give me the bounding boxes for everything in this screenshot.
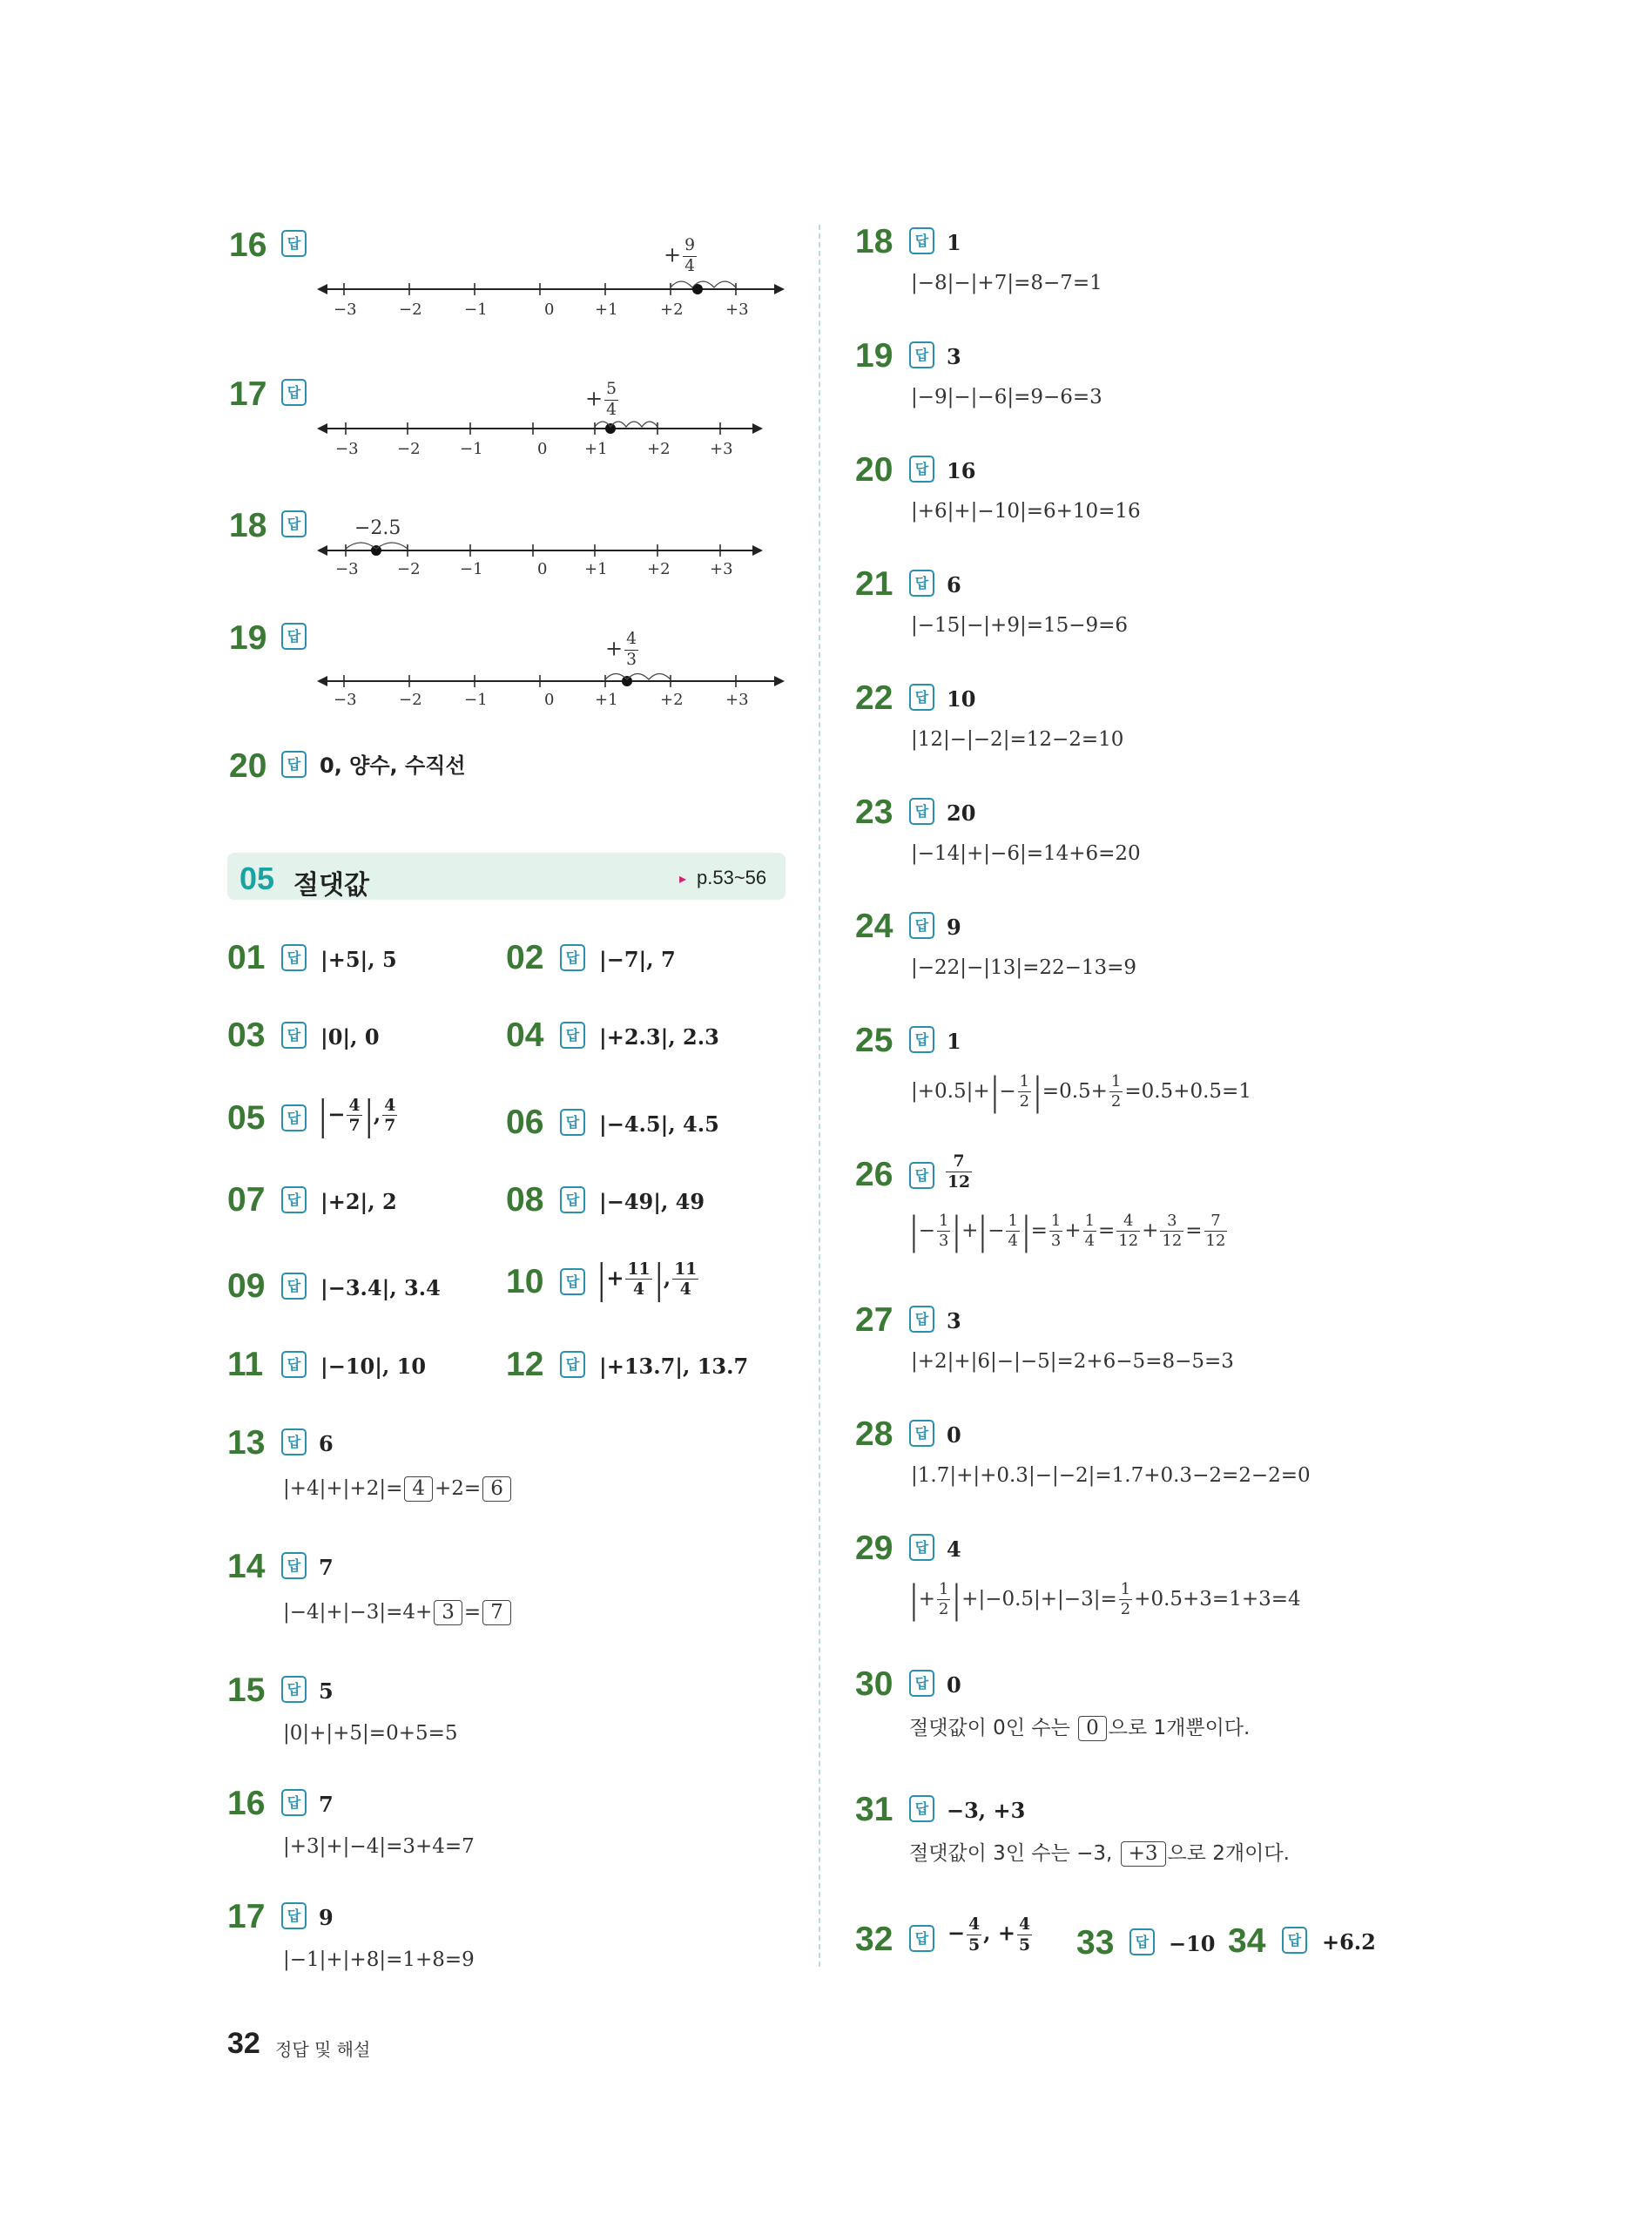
q12-number: 12 bbox=[506, 1346, 544, 1383]
q24-number: 24 bbox=[855, 908, 893, 945]
q27-answer: 3 bbox=[947, 1308, 961, 1334]
q09-answer: |−3.4|, 3.4 bbox=[320, 1275, 441, 1300]
tick-label: −2 bbox=[397, 440, 421, 458]
q07-answer: |+2|, 2 bbox=[320, 1189, 397, 1214]
q31-explanation: 절댓값이 3인 수는 −3, +3 으로 2개이다. bbox=[909, 1842, 1290, 1865]
q05-answer: |− $\frac{4}{7}$ |, $\frac{4}{7}$ bbox=[319, 1092, 396, 1138]
tick-label: +3 bbox=[710, 440, 733, 458]
page-number: 32 bbox=[227, 2027, 260, 2060]
answer-badge: 답 bbox=[909, 1534, 934, 1561]
tick-label: +3 bbox=[725, 691, 749, 709]
tick-label: +1 bbox=[595, 691, 618, 709]
q25-explanation: |+0.5|+|− $\frac{1}{2}$ |=0.5+ $\frac{1}{2}$ =0.5+0.5=1 bbox=[911, 1070, 1251, 1114]
point-label-19: + $\frac{4}{3}$ bbox=[605, 630, 637, 669]
footer-label: 정답 및 해설 bbox=[275, 2039, 371, 2060]
q13-answer: 6 bbox=[319, 1431, 334, 1456]
answer-badge: 답 bbox=[909, 1162, 934, 1189]
answer-badge: 답 bbox=[281, 1186, 307, 1213]
q10-number: 10 bbox=[506, 1263, 544, 1300]
q23-answer: 20 bbox=[947, 800, 976, 826]
q02-number: 02 bbox=[506, 939, 544, 976]
answer-badge: 답 bbox=[560, 944, 585, 971]
answer-badge: 답 bbox=[909, 227, 934, 254]
q27-number: 27 bbox=[855, 1301, 893, 1339]
answer-badge: 답 bbox=[909, 1420, 934, 1447]
q30-explanation: 절댓값이 0인 수는 0 으로 1개뿐이다. bbox=[909, 1717, 1251, 1739]
answer-badge: 답 bbox=[909, 1670, 934, 1697]
tick-label: −1 bbox=[464, 301, 488, 319]
answer-badge: 답 bbox=[909, 341, 934, 368]
q24-explanation: |−22|−|13|=22−13=9 bbox=[911, 956, 1137, 979]
q28-number: 28 bbox=[855, 1415, 893, 1453]
answer-badge: 답 bbox=[909, 1026, 934, 1053]
answer-badge: 답 bbox=[909, 570, 934, 597]
q18-number: 18 bbox=[229, 507, 267, 544]
tick-label: −1 bbox=[464, 691, 488, 709]
point-label-16: + $\frac{9}{4}$ bbox=[664, 236, 696, 275]
q23-number: 23 bbox=[855, 793, 893, 831]
answer-badge: 답 bbox=[281, 510, 307, 537]
answer-badge: 답 bbox=[281, 1676, 307, 1703]
q24-answer: 9 bbox=[947, 915, 961, 940]
point-label-18: −2.5 bbox=[354, 517, 401, 539]
q08-answer: |−49|, 49 bbox=[599, 1189, 705, 1214]
q33-number: 33 bbox=[1076, 1924, 1115, 1962]
tick-label: 0 bbox=[544, 301, 555, 319]
tick-label: 0 bbox=[537, 440, 548, 458]
tick-label: −1 bbox=[460, 560, 483, 578]
answer-badge: 답 bbox=[281, 1273, 307, 1300]
q03-number: 03 bbox=[227, 1016, 266, 1054]
q07-number: 07 bbox=[227, 1181, 266, 1219]
q14-answer: 7 bbox=[319, 1555, 334, 1580]
q20-answer: 0, 양수, 수직선 bbox=[320, 753, 466, 778]
column-divider bbox=[819, 225, 820, 1967]
tick-label: +3 bbox=[710, 560, 733, 578]
q21-explanation: |−15|−|+9|=15−9=6 bbox=[911, 614, 1129, 637]
q03-answer: |0|, 0 bbox=[320, 1024, 380, 1050]
q16-number: 16 bbox=[229, 226, 267, 264]
q19b-answer: 3 bbox=[947, 344, 961, 369]
q30-number: 30 bbox=[855, 1665, 893, 1703]
q34-answer: +6.2 bbox=[1322, 1929, 1376, 1955]
q31-answer: −3, +3 bbox=[947, 1798, 1026, 1823]
q19b-explanation: |−9|−|−6|=9−6=3 bbox=[911, 386, 1102, 409]
q20b-answer: 16 bbox=[947, 458, 976, 483]
q16b-explanation: |+3|+|−4|=3+4=7 bbox=[283, 1835, 475, 1858]
answer-badge: 답 bbox=[281, 751, 307, 778]
answer-badge: 답 bbox=[1282, 1927, 1307, 1954]
answer-badge: 답 bbox=[909, 1925, 934, 1952]
answer-badge: 답 bbox=[281, 623, 307, 650]
answer-badge: 답 bbox=[281, 1789, 307, 1816]
answer-badge: 답 bbox=[560, 1268, 585, 1295]
q19-number: 19 bbox=[229, 619, 267, 657]
tick-label: +3 bbox=[725, 301, 749, 319]
q08-number: 08 bbox=[506, 1181, 544, 1219]
q18b-answer: 1 bbox=[947, 230, 961, 255]
tick-label: +1 bbox=[595, 301, 618, 319]
answer-badge: 답 bbox=[909, 456, 934, 483]
q16b-answer: 7 bbox=[319, 1792, 334, 1817]
tick-label: +1 bbox=[584, 560, 608, 578]
tick-label: +2 bbox=[647, 560, 671, 578]
q32-answer: − $\frac{4}{5}$ , + $\frac{4}{5}$ bbox=[947, 1914, 1030, 1955]
q29-number: 29 bbox=[855, 1530, 893, 1567]
q29-explanation: |+ $\frac{1}{2}$ |+|−0.5|+|−3|= $\frac{1}{2}$ +0.5+3=1+3=4 bbox=[909, 1577, 1301, 1622]
answer-badge: 답 bbox=[281, 944, 307, 971]
page-ref-marker: ▸ bbox=[679, 870, 687, 887]
tick-label: −1 bbox=[460, 440, 483, 458]
q13-explanation: |+4|+|+2|= 4 +2= 6 bbox=[283, 1476, 513, 1502]
tick-label: 0 bbox=[544, 691, 555, 709]
q06-number: 06 bbox=[506, 1104, 544, 1141]
q17b-answer: 9 bbox=[319, 1905, 334, 1930]
q21-number: 21 bbox=[855, 565, 893, 603]
q15-explanation: |0|+|+5|=0+5=5 bbox=[283, 1722, 458, 1745]
q01-answer: |+5|, 5 bbox=[320, 947, 397, 972]
answer-badge: 답 bbox=[560, 1109, 585, 1136]
answer-badge: 답 bbox=[281, 1351, 307, 1378]
answer-badge: 답 bbox=[909, 1306, 934, 1333]
q17b-number: 17 bbox=[227, 1898, 266, 1935]
answer-badge: 답 bbox=[560, 1351, 585, 1378]
q30-answer: 0 bbox=[947, 1672, 961, 1698]
q32-number: 32 bbox=[855, 1921, 893, 1958]
tick-label: −3 bbox=[334, 301, 357, 319]
tick-label: −3 bbox=[335, 440, 359, 458]
answer-badge: 답 bbox=[281, 1902, 307, 1929]
tick-label: 0 bbox=[537, 560, 548, 578]
section-number: 05 bbox=[239, 861, 275, 896]
tick-label: +1 bbox=[584, 440, 608, 458]
q28-explanation: |1.7|+|+0.3|−|−2|=1.7+0.3−2=2−2=0 bbox=[911, 1464, 1311, 1487]
tick-label: −3 bbox=[334, 691, 357, 709]
q28-answer: 0 bbox=[947, 1422, 961, 1448]
q25-number: 25 bbox=[855, 1022, 893, 1059]
answer-badge: 답 bbox=[281, 1552, 307, 1579]
q18b-number: 18 bbox=[855, 223, 893, 260]
q18b-explanation: |−8|−|+7|=8−7=1 bbox=[911, 272, 1102, 294]
answer-badge: 답 bbox=[281, 1104, 307, 1131]
q34-number: 34 bbox=[1228, 1922, 1266, 1960]
answer-badge: 답 bbox=[281, 1428, 307, 1455]
q12-answer: |+13.7|, 13.7 bbox=[599, 1354, 749, 1379]
q16b-number: 16 bbox=[227, 1785, 266, 1822]
q11-number: 11 bbox=[227, 1346, 264, 1383]
tick-label: +2 bbox=[660, 301, 684, 319]
q22-number: 22 bbox=[855, 679, 893, 717]
answer-badge: 답 bbox=[281, 379, 307, 406]
answer-badge: 답 bbox=[560, 1022, 585, 1049]
q10-answer: |+ $\frac{11}{4}$ |, $\frac{11}{4}$ bbox=[597, 1256, 698, 1302]
q17-number: 17 bbox=[229, 375, 267, 413]
q23-explanation: |−14|+|−6|=14+6=20 bbox=[911, 842, 1141, 865]
tick-label: +2 bbox=[660, 691, 684, 709]
tick-label: −3 bbox=[335, 560, 359, 578]
q09-number: 09 bbox=[227, 1267, 266, 1305]
answer-badge: 답 bbox=[1129, 1928, 1155, 1955]
q26-answer: $\frac{7}{12}$ bbox=[947, 1151, 971, 1192]
q05-number: 05 bbox=[227, 1099, 266, 1137]
q19b-number: 19 bbox=[855, 337, 893, 375]
q20-number: 20 bbox=[229, 747, 267, 785]
q29-answer: 4 bbox=[947, 1536, 961, 1562]
answer-badge: 답 bbox=[281, 230, 307, 257]
q20b-number: 20 bbox=[855, 451, 893, 489]
point-label-17: + $\frac{5}{4}$ bbox=[585, 380, 617, 419]
tick-label: −2 bbox=[399, 691, 422, 709]
q04-number: 04 bbox=[506, 1016, 544, 1054]
q15-number: 15 bbox=[227, 1671, 266, 1709]
answer-badge: 답 bbox=[909, 912, 934, 939]
tick-label: +2 bbox=[647, 440, 671, 458]
q14-number: 14 bbox=[227, 1548, 266, 1585]
q27-explanation: |+2|+|6|−|−5|=2+6−5=8−5=3 bbox=[911, 1350, 1234, 1373]
q13-number: 13 bbox=[227, 1424, 266, 1462]
section-title: 절댓값 bbox=[293, 870, 369, 901]
q33-answer: −10 bbox=[1169, 1931, 1216, 1956]
q26-number: 26 bbox=[855, 1156, 893, 1193]
q04-answer: |+2.3|, 2.3 bbox=[599, 1024, 719, 1050]
q14-explanation: |−4|+|−3|=4+ 3 = 7 bbox=[283, 1600, 513, 1625]
q11-answer: |−10|, 10 bbox=[320, 1354, 427, 1379]
q22-explanation: |12|−|−2|=12−2=10 bbox=[911, 728, 1124, 751]
answer-badge: 답 bbox=[281, 1022, 307, 1049]
q31-number: 31 bbox=[855, 1791, 893, 1828]
q20b-explanation: |+6|+|−10|=6+10=16 bbox=[911, 500, 1141, 523]
answer-badge: 답 bbox=[909, 684, 934, 711]
q17b-explanation: |−1|+|+8|=1+8=9 bbox=[283, 1948, 475, 1971]
q26-explanation: |− $\frac{1}{3}$ |+|− $\frac{1}{4}$ |= $\frac{1}{3}$ + $\frac{1}{4}$ = $\frac{4}{12}$ + $\frac{3}{12}$ = $\frac{7}{12}$ bbox=[909, 1209, 1226, 1253]
q02-answer: |−7|, 7 bbox=[599, 947, 676, 972]
tick-label: −2 bbox=[397, 560, 421, 578]
q25-answer: 1 bbox=[947, 1029, 961, 1054]
answer-badge: 답 bbox=[909, 1795, 934, 1822]
answer-badge: 답 bbox=[560, 1186, 585, 1213]
tick-label: −2 bbox=[399, 301, 422, 319]
answer-badge: 답 bbox=[909, 798, 934, 825]
q21-answer: 6 bbox=[947, 572, 961, 598]
q01-number: 01 bbox=[227, 939, 266, 976]
page-ref: p.53~56 bbox=[697, 867, 767, 888]
q22-answer: 10 bbox=[947, 686, 976, 712]
q06-answer: |−4.5|, 4.5 bbox=[599, 1111, 719, 1137]
q15-answer: 5 bbox=[319, 1678, 334, 1704]
